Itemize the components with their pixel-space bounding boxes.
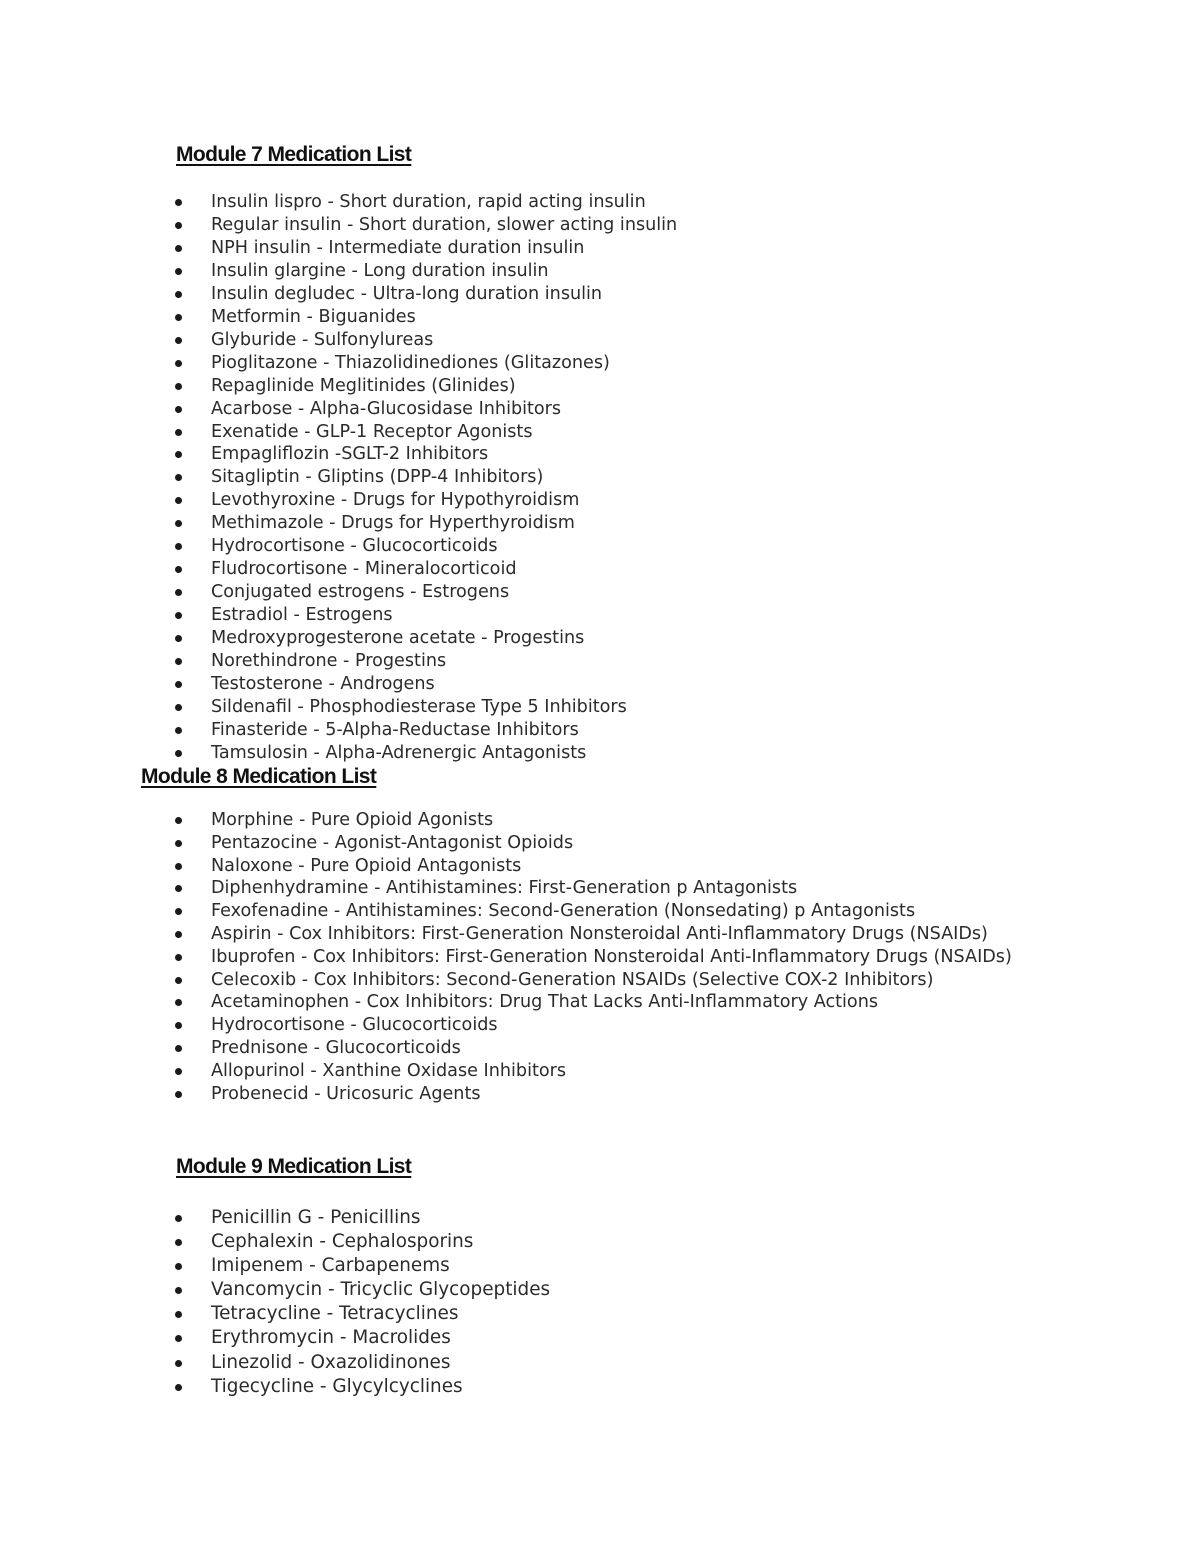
list-item: Glyburide - Sulfonylureas	[0, 329, 1100, 352]
list-item: Celecoxib - Cox Inhibitors: Second-Generation NSAIDs (Selective COX-2 Inhibitors)	[0, 969, 1100, 992]
module-7-heading: Module 7 Medication List	[176, 143, 412, 166]
list-item: Hydrocortisone - Glucocorticoids	[0, 1014, 1100, 1037]
list-item: Hydrocortisone - Glucocorticoids	[0, 535, 1100, 558]
list-item: Norethindrone - Progestins	[0, 650, 1100, 673]
list-item: Acarbose - Alpha-Glucosidase Inhibitors	[0, 398, 1100, 421]
list-item: Conjugated estrogens - Estrogens	[0, 581, 1100, 604]
list-item: Aspirin - Cox Inhibitors: First-Generation Nonsteroidal Anti-Inflammatory Drugs (NSAIDs)	[0, 923, 1031, 946]
list-item: Metformin - Biguanides	[0, 306, 1100, 329]
list-item: Tetracycline - Tetracyclines	[0, 1302, 1100, 1326]
list-item: Probenecid - Uricosuric Agents	[0, 1083, 1100, 1106]
list-item: Erythromycin - Macrolides	[0, 1326, 1100, 1350]
list-item: Repaglinide Meglitinides (Glinides)	[0, 375, 1100, 398]
list-item: Levothyroxine - Drugs for Hypothyroidism	[0, 489, 1100, 512]
list-item: Exenatide - GLP-1 Receptor Agonists	[0, 421, 1100, 444]
list-item: Tamsulosin - Alpha-Adrenergic Antagonists	[0, 742, 1100, 765]
list-item: Naloxone - Pure Opioid Antagonists	[0, 855, 1100, 878]
module-9-heading: Module 9 Medication List	[176, 1155, 412, 1178]
list-item: Linezolid - Oxazolidinones	[0, 1351, 1100, 1375]
list-item: Sitagliptin - Gliptins (DPP-4 Inhibitors)	[0, 466, 1100, 489]
list-item: Prednisone - Glucocorticoids	[0, 1037, 1100, 1060]
list-item: Acetaminophen - Cox Inhibitors: Drug That Lacks Anti-Inflammatory Actions	[0, 991, 1100, 1014]
list-item: Cephalexin - Cephalosporins	[0, 1230, 1100, 1254]
list-item: Vancomycin - Tricyclic Glycopeptides	[0, 1278, 1100, 1302]
module-8-heading: Module 8 Medication List	[141, 765, 377, 788]
list-item: Ibuprofen - Cox Inhibitors: First-Generation Nonsteroidal Anti-Inflammatory Drugs (NSAIDs)	[0, 946, 1031, 969]
list-item: Pioglitazone - Thiazolidinediones (Glitazones)	[0, 352, 1100, 375]
list-item: Morphine - Pure Opioid Agonists	[0, 809, 1100, 832]
list-item: Testosterone - Androgens	[0, 673, 1100, 696]
list-item: Insulin glargine - Long duration insulin	[0, 260, 1100, 283]
list-item: Allopurinol - Xanthine Oxidase Inhibitors	[0, 1060, 1100, 1083]
list-item: Empagliflozin -SGLT-2 Inhibitors	[0, 443, 1100, 466]
list-item: Diphenhydramine - Antihistamines: First-Generation p Antagonists	[0, 877, 1100, 900]
list-item: Penicillin G - Penicillins	[0, 1206, 1100, 1230]
list-item: Insulin degludec - Ultra-long duration insulin	[0, 283, 1100, 306]
list-item: Regular insulin - Short duration, slower acting insulin	[0, 214, 1100, 237]
list-item: Fludrocortisone - Mineralocorticoid	[0, 558, 1100, 581]
list-item: Sildenafil - Phosphodiesterase Type 5 Inhibitors	[0, 696, 1100, 719]
list-item: Fexofenadine - Antihistamines: Second-Generation (Nonsedating) p Antagonists	[0, 900, 1100, 923]
list-item: NPH insulin - Intermediate duration insulin	[0, 237, 1100, 260]
list-item: Imipenem - Carbapenems	[0, 1254, 1100, 1278]
list-item: Estradiol - Estrogens	[0, 604, 1100, 627]
module-7-medication-list	[0, 191, 1100, 765]
list-item: Pentazocine - Agonist-Antagonist Opioids	[0, 832, 1100, 855]
list-item: Insulin lispro - Short duration, rapid acting insulin	[0, 191, 1100, 214]
list-item: Methimazole - Drugs for Hyperthyroidism	[0, 512, 1100, 535]
module-9-medication-list	[0, 1206, 1100, 1399]
list-item: Medroxyprogesterone acetate - Progestins	[0, 627, 1100, 650]
list-item: Finasteride - 5-Alpha-Reductase Inhibitors	[0, 719, 1100, 742]
module-8-medication-list	[0, 809, 1100, 1105]
list-item: Tigecycline - Glycylcyclines	[0, 1375, 1100, 1399]
